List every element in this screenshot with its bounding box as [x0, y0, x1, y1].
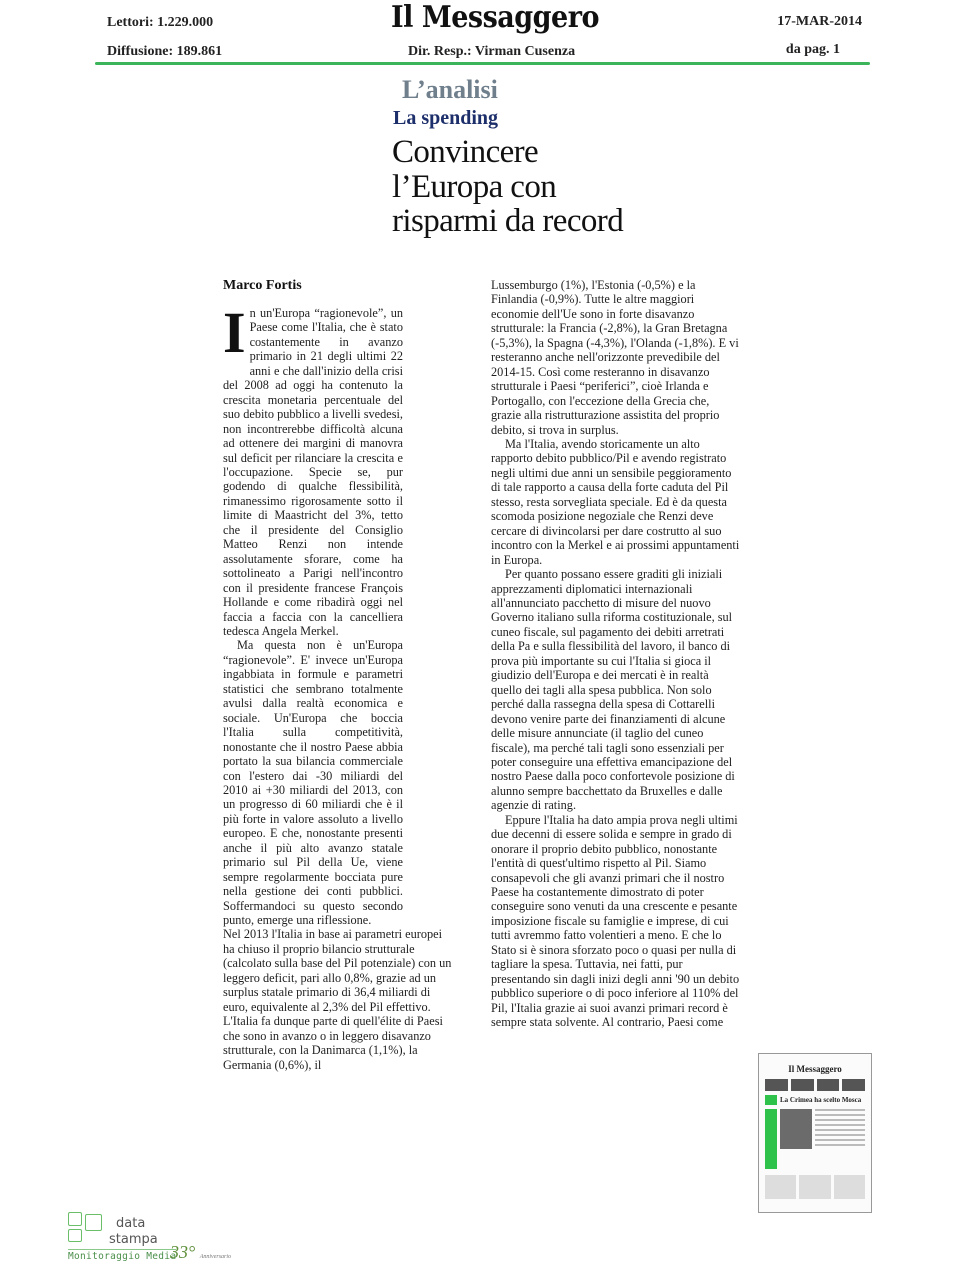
- paragraph: Lussemburgo (1%), l'Estonia (-0,5%) e la Finlandia (-0,9%). Tutte le altre maggiori economie dell'Ue sono in forte disavanzo strutturale: la Francia (-2,8%), la Gran Bretagna (-5,3%), la Spagna (-4,3%), l'Olanda (-1,8%). E vi resteranno anche nell'orizzonte prevedibile del 2014-15. Così come resteranno in disavanzo strutturale i Paesi “periferici”, cioè Irlanda e Portogallo, con l'eccezione della Grecia che, grazie alla ristrutturazione assistita del proprio debito, si trova in surplus.: [491, 278, 739, 437]
- logo-text-data: data: [116, 1216, 146, 1231]
- paragraph: Ma l'Italia, avendo storicamente un alto rapporto debito pubblico/Pil e avendo registrato negli ultimi due anni un sensibile peggioramento di tale rapporto a causa della forte caduta del Pil stesso, resta sorvegliata speciale. Ed è da questa scomoda posizione negoziale che Renzi deve cercare di divincolarsi per dare costrutto al suo incontro con la Merkel e ai prossimi appuntamenti in Europa.: [491, 436, 740, 567]
- thumbnail-text-lines: [815, 1109, 865, 1169]
- header-diffusione: Diffusione: 189.861: [107, 44, 223, 59]
- header-director: Dir. Resp.: Virman Cusenza: [408, 44, 576, 59]
- paragraph: In un'Europa “ragionevole”, un Paese come l'Italia, che è stato costantemente in avanzo primario in 21 degli ultimi 22 anni e che dall'inizio della crisi del 2008 ad oggi ha contenuto la crescita monetaria percentuale del suo debito pubblico a livelli svedesi, non incontrerebbe difficoltà alcuna ad ottenere dei margini di manovra sul deficit per rilanciare la crescita e l'occupazione. Specie se, pur godendo di qualche flessibilità, rimanessimo rigorosamente sotto il limite di Maastricht del 3%, tetto che il presidente del Consiglio Matteo Renzi non intende assolutamente sforare, come ha sottolineato a Parigi nell'incontro con il presidente francese François Hollande e come ribadirà oggi nel faccia a faccia con la cancelliera tedesca Angela Merkel.: [223, 300, 403, 638]
- paragraph: Ma questa non è un'Europa “ragionevole”. E' invece un'Europa ingabbiata in formule e parametri statistici che sembrano totalmente avulsi dalla realtà economica e sociale. Un'Europa che boccia l'Italia sulla competitività, nonostante che il nostro Paese abbia portato la sua bilancia commerciale con l'estero dai -30 miliardi del 2010 ai +30 miliardi del 2013, con un progresso di 60 miliardi che è il più forte in valore assoluto a livello europeo. E che, nonostante presenti anche il più alto avanzo statale primario sul Pil della Ue, viene sempre regolarmente bocciata pure nella gestione dei conti pubblici. Soffermandoci su questo secondo punto, emerge una riflessione.: [223, 638, 403, 928]
- article-kicker: L’analisi: [402, 75, 498, 104]
- article-column-2: [491, 278, 741, 1030]
- thumbnail-photo-strip: [765, 1079, 865, 1091]
- newspaper-masthead: Il Messaggero: [391, 0, 599, 35]
- thumbnail-green-block: [765, 1095, 777, 1105]
- article-column-1: [223, 300, 452, 1072]
- article-byline: Marco Fortis: [223, 278, 302, 293]
- drop-cap: I: [223, 300, 246, 365]
- paragraph: Nel 2013 l'Italia in base ai parametri europei ha chiuso il proprio bilancio strutturale (calcolato sulla base del Pil potenziale) con un leggero deficit, pari allo 0,8%, grazie ad un surplus statale primario di 36,4 miliardi di euro, equivalente al 2,3% del Pil effettivo. L'Italia fa dunque parte di quell'élite di Paesi che sono in avanzo o in leggero disavanzo strutturale, con la Danimarca (1,1%), la Germania (0,6%), il: [223, 927, 452, 1072]
- datastampa-logo: [68, 1212, 238, 1262]
- thumbnail-headline: La Crimea ha scelto Mosca: [780, 1096, 862, 1104]
- front-page-thumbnail[interactable]: [758, 1053, 872, 1213]
- header-rule-divider: [95, 62, 870, 65]
- logo-square-icon: [68, 1212, 82, 1226]
- thumbnail-green-bar: [765, 1109, 777, 1169]
- logo-text-stampa: stampa: [109, 1232, 158, 1247]
- header-date: 17-MAR-2014: [777, 14, 862, 29]
- logo-tagline: Monitoraggio Media: [68, 1251, 177, 1262]
- logo-square-icon: [85, 1214, 102, 1231]
- paragraph: Eppure l'Italia ha dato ampia prova negli ultimi due decenni di essere solida e sempre in grado di onorare il proprio debito pubblico, nonostante l'entità di quest'ultimo rispetto al Pil. Siamo consapevoli che gli avanzi primari che il nostro Paese ha costantemente dimostrato di poter conseguire sono venuti da una crescente e pesante imposizione fiscale su famiglie e imprese, di cui tutti avremmo fatto volentieri a meno. E che lo Stato si è sinora sforzato poco o quasi per nulla di tagliare la spesa. Tuttavia, nei fatti, pur presentando sin dagli inizi degli anni '90 un debito pubblico superiore o di poco inferiore al 110% del Pil, l'Italia grazie ai suoi avanzi primari record è sempre stata solvente. Al contrario, Paesi come: [491, 812, 740, 1030]
- thumbnail-photo: [780, 1109, 812, 1149]
- logo-square-icon: [68, 1229, 82, 1242]
- paragraph: Per quanto possano essere graditi gli iniziali apprezzamenti diplomatici internazionali all'annunciato pacchetto di misure del nuovo Governo italiano sulla riforma costituzionale, sul cuneo fiscale, sul pagamento dei debiti arretrati della Pa e sulla flessibilità del lavoro, il banco di prova più importante su cui l'Italia si gioca il giudizio dell'Europa e dei mercati è in realtà quello dei tagli alla spesa pubblica. Non solo perché dalla rassegna della spesa di Cottarelli devono venire parte dei finanziamenti di alcune delle misure annunciate (il taglio del cuneo fiscale), ma perché tali tagli sono essenziali per poter conseguire una effettiva emancipazione del nostro Paese dalla poco confortevole posizione di alunno sempre bacchettato da Bruxelles e dalle agenzie di rating.: [491, 567, 735, 813]
- article-headline: Convincere l’Europa con risparmi da record: [392, 134, 624, 239]
- thumbnail-footer-blocks: [765, 1175, 865, 1199]
- anniversary-mark: 33° Anniversario: [170, 1242, 232, 1262]
- thumbnail-masthead: Il Messaggero: [788, 1064, 842, 1074]
- header-lettori: Lettori: 1.229.000: [107, 15, 214, 30]
- header-page: da pag. 1: [785, 42, 840, 57]
- article-subkicker: La spending: [393, 107, 499, 129]
